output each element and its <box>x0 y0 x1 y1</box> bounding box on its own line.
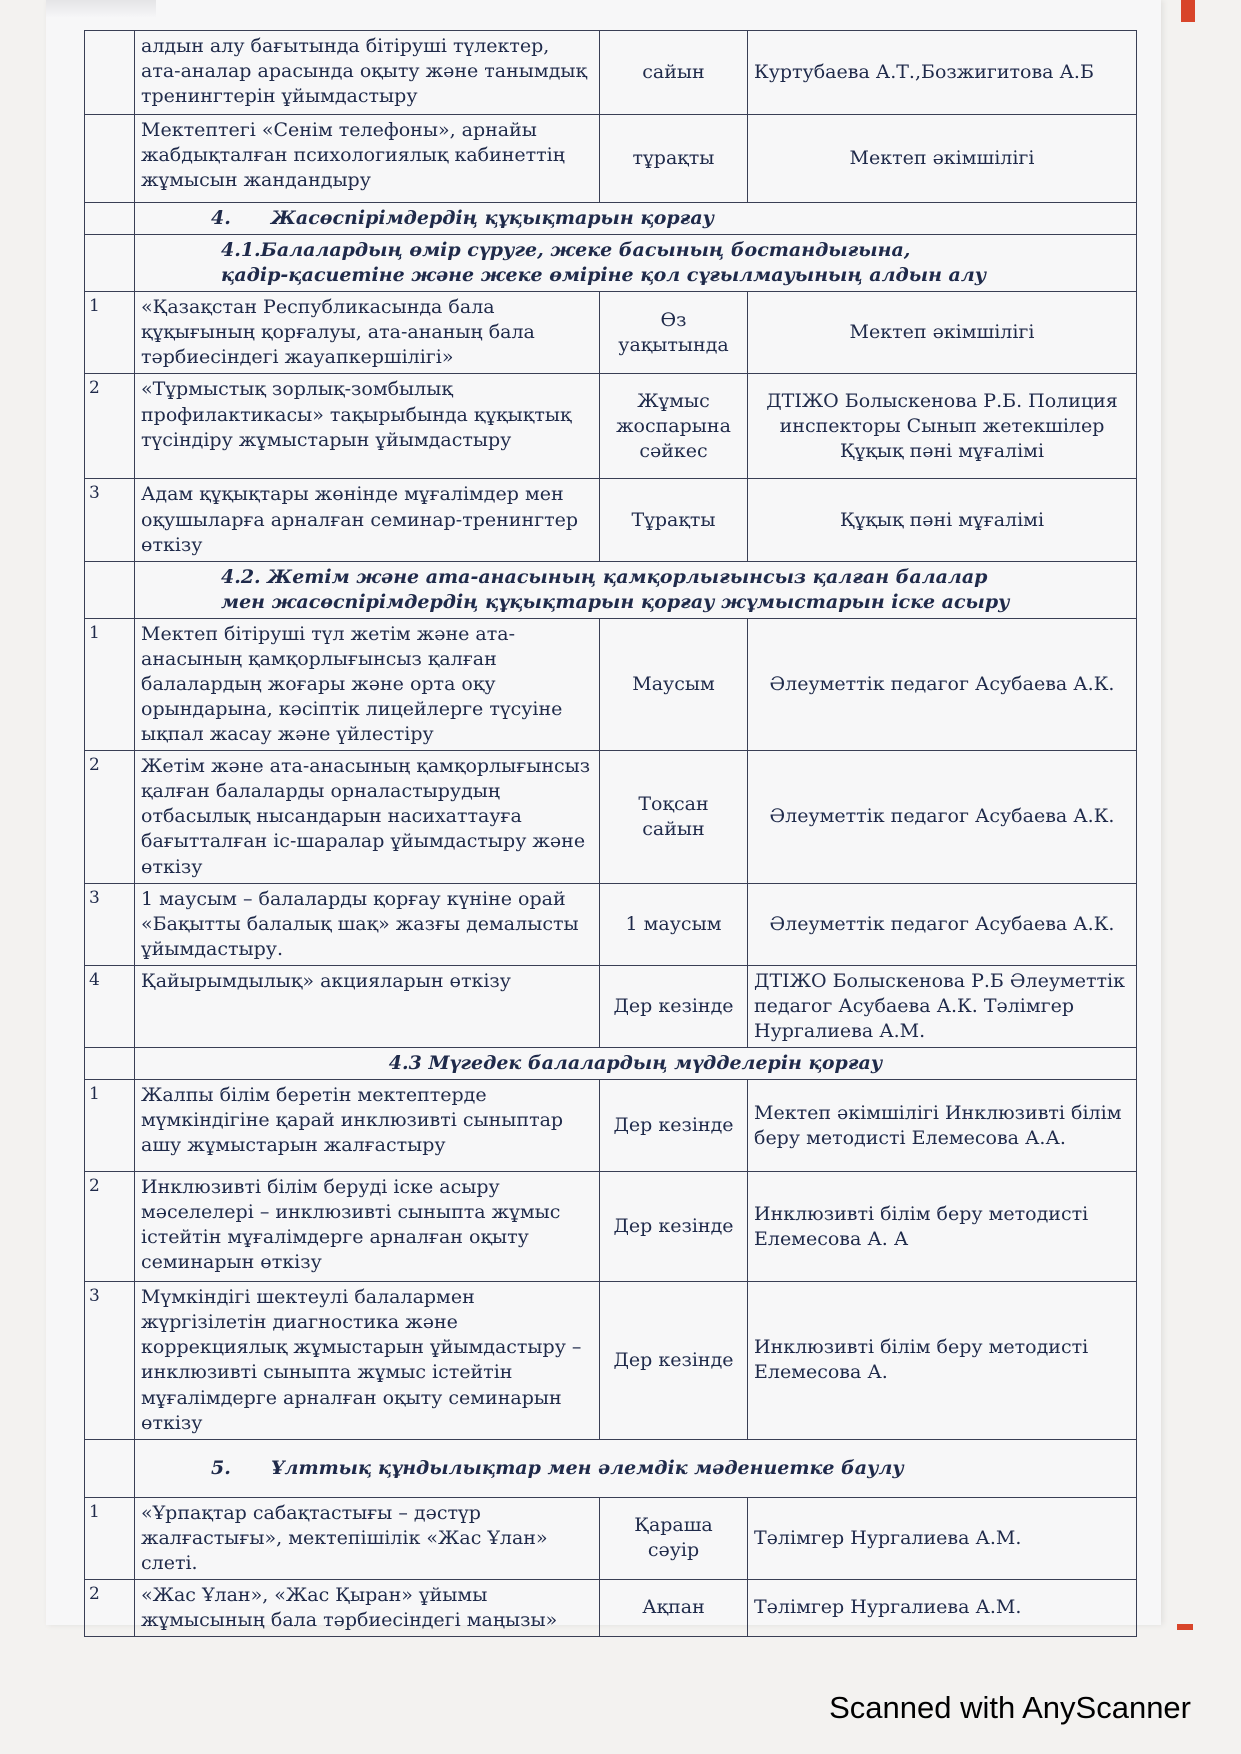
activity-cell: «Тұрмыстық зорлық-зомбылық профилактикасы» тақырыбында құқықтық түсіндіру жұмыстарын ұйымдастыру <box>135 374 600 479</box>
section-number: 4. <box>211 207 231 229</box>
row-number: 2 <box>85 751 135 883</box>
red-edge-mark-top <box>1181 0 1195 22</box>
activity-cell: Мектеп бітіруші түл жетім және ата-анасының қамқорлығынсыз қалған балалардың жоғары және орта оқу орындарына, кәсіптік лицейлерге түсуіне ықпал жасау және үйлестіру <box>135 618 600 750</box>
activity-cell: Инклюзивті білім беруді іске асыру мәселелері – инклюзивті сыныпта жұмыс істейтін мұғалімдерге арналған оқыту семинарын өткізу <box>135 1172 600 1282</box>
table-row <box>85 31 1137 115</box>
section-4-header-title <box>135 203 1137 235</box>
subsection-4-3-title <box>135 1048 1137 1080</box>
subsection-line: қадір-қасиетіне және жеке өміріне қол сұғылмауының алдын алу <box>221 264 987 287</box>
responsible-cell: Куртубаева А.Т.,Бозжигитова А.Б <box>748 31 1137 115</box>
timing-cell: Дер кезінде <box>600 1282 748 1439</box>
row-number: 3 <box>85 1282 135 1439</box>
responsible-cell: Мектеп әкімшілігі <box>748 292 1137 374</box>
plan-table <box>84 30 1137 1637</box>
subsection-4-1 <box>85 235 1137 292</box>
responsible-cell: ДТІЖО Болыскенова Р.Б Әлеуметтік педагог Асубаева А.К. Тәлімгер Нургалиева А.М. <box>748 965 1137 1047</box>
activity-cell: алдын алу бағытында бітіруші түлектер, ата-аналар арасында оқыту және танымдық тренингтерін ұйымдастыру <box>135 31 600 115</box>
responsible-cell: Мектеп әкімшілігі Инклюзивті білім беру методисті Елемесова А.А. <box>748 1080 1137 1172</box>
subsection-4-2 <box>85 561 1137 618</box>
section-title: Ұлттық құндылықтар мен әлемдік мәдениетке баулу <box>271 1456 904 1479</box>
scanner-watermark: Scanned with AnyScanner <box>829 1690 1191 1725</box>
activity-cell: «Қазақстан Республикасында бала құқығының қорғалуы, ата-ананың бала тәрбиесіндегі жауапкершілігі» <box>135 292 600 374</box>
activity-cell: 1 маусым – балаларды қорғау күніне орай «Бақытты балалық шақ» жазғы демалысты ұйымдастыру. <box>135 883 600 965</box>
timing-cell: Дер кезінде <box>600 965 748 1047</box>
timing-cell: Өз уақытында <box>600 292 748 374</box>
responsible-cell: Әлеуметтік педагог Асубаева А.К. <box>748 751 1137 883</box>
empty-cell <box>85 1439 135 1497</box>
timing-cell: Қараша сәуір <box>600 1497 748 1579</box>
page-fold <box>46 0 156 18</box>
row-number: 1 <box>85 1080 135 1172</box>
timing-cell: Ақпан <box>600 1579 748 1636</box>
timing-cell: Жұмыс жоспарына сәйкес <box>600 374 748 479</box>
section-title: Жасөспірімдердің құқықтарын қорғау <box>271 207 715 229</box>
timing-cell: Дер кезінде <box>600 1172 748 1282</box>
responsible-cell: Инклюзивті білім беру методисті Елемесова А. <box>748 1282 1137 1439</box>
activity-cell: «Ұрпақтар сабақтастығы – дәстүр жалғастығы», мектепішілік «Жас Ұлан» слеті. <box>135 1497 600 1579</box>
responsible-cell: Тәлімгер Нургалиева А.М. <box>748 1579 1137 1636</box>
row-number: 1 <box>85 292 135 374</box>
table-row <box>85 751 1137 883</box>
activity-cell: Жетім және ата-анасының қамқорлығынсыз қалған балаларды орналастырудың отбасылық нысандарын насихаттауға бағытталған іс-шаралар ұйымдастыру және өткізу <box>135 751 600 883</box>
row-number: 2 <box>85 1172 135 1282</box>
empty-cell <box>85 235 135 292</box>
subsection-4-1-title <box>135 235 1137 292</box>
responsible-cell: Мектеп әкімшілігі <box>748 115 1137 203</box>
row-number: 3 <box>85 883 135 965</box>
activity-cell: Мектептегі «Сенім телефоны», арнайы жабдықталған психологиялық кабинеттің жұмысын жандандыру <box>135 115 600 203</box>
section-5-header <box>85 1439 1137 1497</box>
row-number: 3 <box>85 479 135 561</box>
table-row <box>85 479 1137 561</box>
table-row <box>85 374 1137 479</box>
responsible-cell: Құқық пәні мұғалімі <box>748 479 1137 561</box>
section-4-header <box>85 203 1137 235</box>
activity-cell: Жалпы білім беретін мектептерде мүмкіндігіне қарай инклюзивті сыныптар ашу жұмыстарын жалғастыру <box>135 1080 600 1172</box>
responsible-cell: Әлеуметтік педагог Асубаева А.К. <box>748 883 1137 965</box>
table-row <box>85 618 1137 750</box>
section-number: 5. <box>211 1456 231 1479</box>
red-edge-mark-bottom <box>1177 1624 1193 1630</box>
row-number: 1 <box>85 1497 135 1579</box>
responsible-cell: ДТІЖО Болыскенова Р.Б. Полиция инспекторы Сынып жетекшілер Құқық пәні мұғалімі <box>748 374 1137 479</box>
plan-table-body <box>85 31 1137 1637</box>
table-row <box>85 1579 1137 1636</box>
empty-cell <box>85 203 135 235</box>
table-row <box>85 1080 1137 1172</box>
empty-cell <box>85 1048 135 1080</box>
subsection-line: 4.3 Мүгедек балалардың мүдделерін қорғау <box>388 1052 883 1075</box>
table-row <box>85 1282 1137 1439</box>
empty-cell <box>85 561 135 618</box>
table-row <box>85 1172 1137 1282</box>
activity-cell: Мүмкіндігі шектеулі балалармен жүргізілетін диагностика және коррекциялық жұмыстарын ұйымдастыру – инклюзивті сыныпта жұмыс істейтін мұғалімдерге арналған оқыту семинарын өткізу <box>135 1282 600 1439</box>
activity-cell: «Жас Ұлан», «Жас Қыран» ұйымы жұмысының бала тәрбиесіндегі маңызы» <box>135 1579 600 1636</box>
responsible-cell: Әлеуметтік педагог Асубаева А.К. <box>748 618 1137 750</box>
table-row <box>85 883 1137 965</box>
activity-cell: Адам құқықтары жөнінде мұғалімдер мен оқушыларға арналған семинар-тренингтер өткізу <box>135 479 600 561</box>
timing-cell: Тұрақты <box>600 479 748 561</box>
table-row <box>85 292 1137 374</box>
row-number: 4 <box>85 965 135 1047</box>
section-5-header-title <box>135 1439 1137 1497</box>
row-number: 2 <box>85 374 135 479</box>
subsection-line: 4.2. Жетім және ата-анасының қамқорлығынсыз қалған балалар <box>221 565 988 588</box>
table-row <box>85 115 1137 203</box>
subsection-line: мен жасөспірімдердің құқықтарын қорғау жұмыстарын іске асыру <box>221 590 1010 613</box>
row-number <box>85 31 135 115</box>
subsection-4-3 <box>85 1048 1137 1080</box>
timing-cell: сайын <box>600 31 748 115</box>
row-number: 2 <box>85 1579 135 1636</box>
timing-cell: Дер кезінде <box>600 1080 748 1172</box>
timing-cell: 1 маусым <box>600 883 748 965</box>
table-row <box>85 1497 1137 1579</box>
timing-cell: тұрақты <box>600 115 748 203</box>
row-number: 1 <box>85 618 135 750</box>
subsection-line: 4.1.Балалардың өмір сүруге, жеке басының бостандығына, <box>221 239 911 262</box>
row-number <box>85 115 135 203</box>
responsible-cell: Тәлімгер Нургалиева А.М. <box>748 1497 1137 1579</box>
responsible-cell: Инклюзивті білім беру методисті Елемесова А. А <box>748 1172 1137 1282</box>
subsection-4-2-title <box>135 561 1137 618</box>
timing-cell: Тоқсан сайын <box>600 751 748 883</box>
table-row <box>85 965 1137 1047</box>
timing-cell: Маусым <box>600 618 748 750</box>
activity-cell: Қайырымдылық» акцияларын өткізу <box>135 965 600 1047</box>
